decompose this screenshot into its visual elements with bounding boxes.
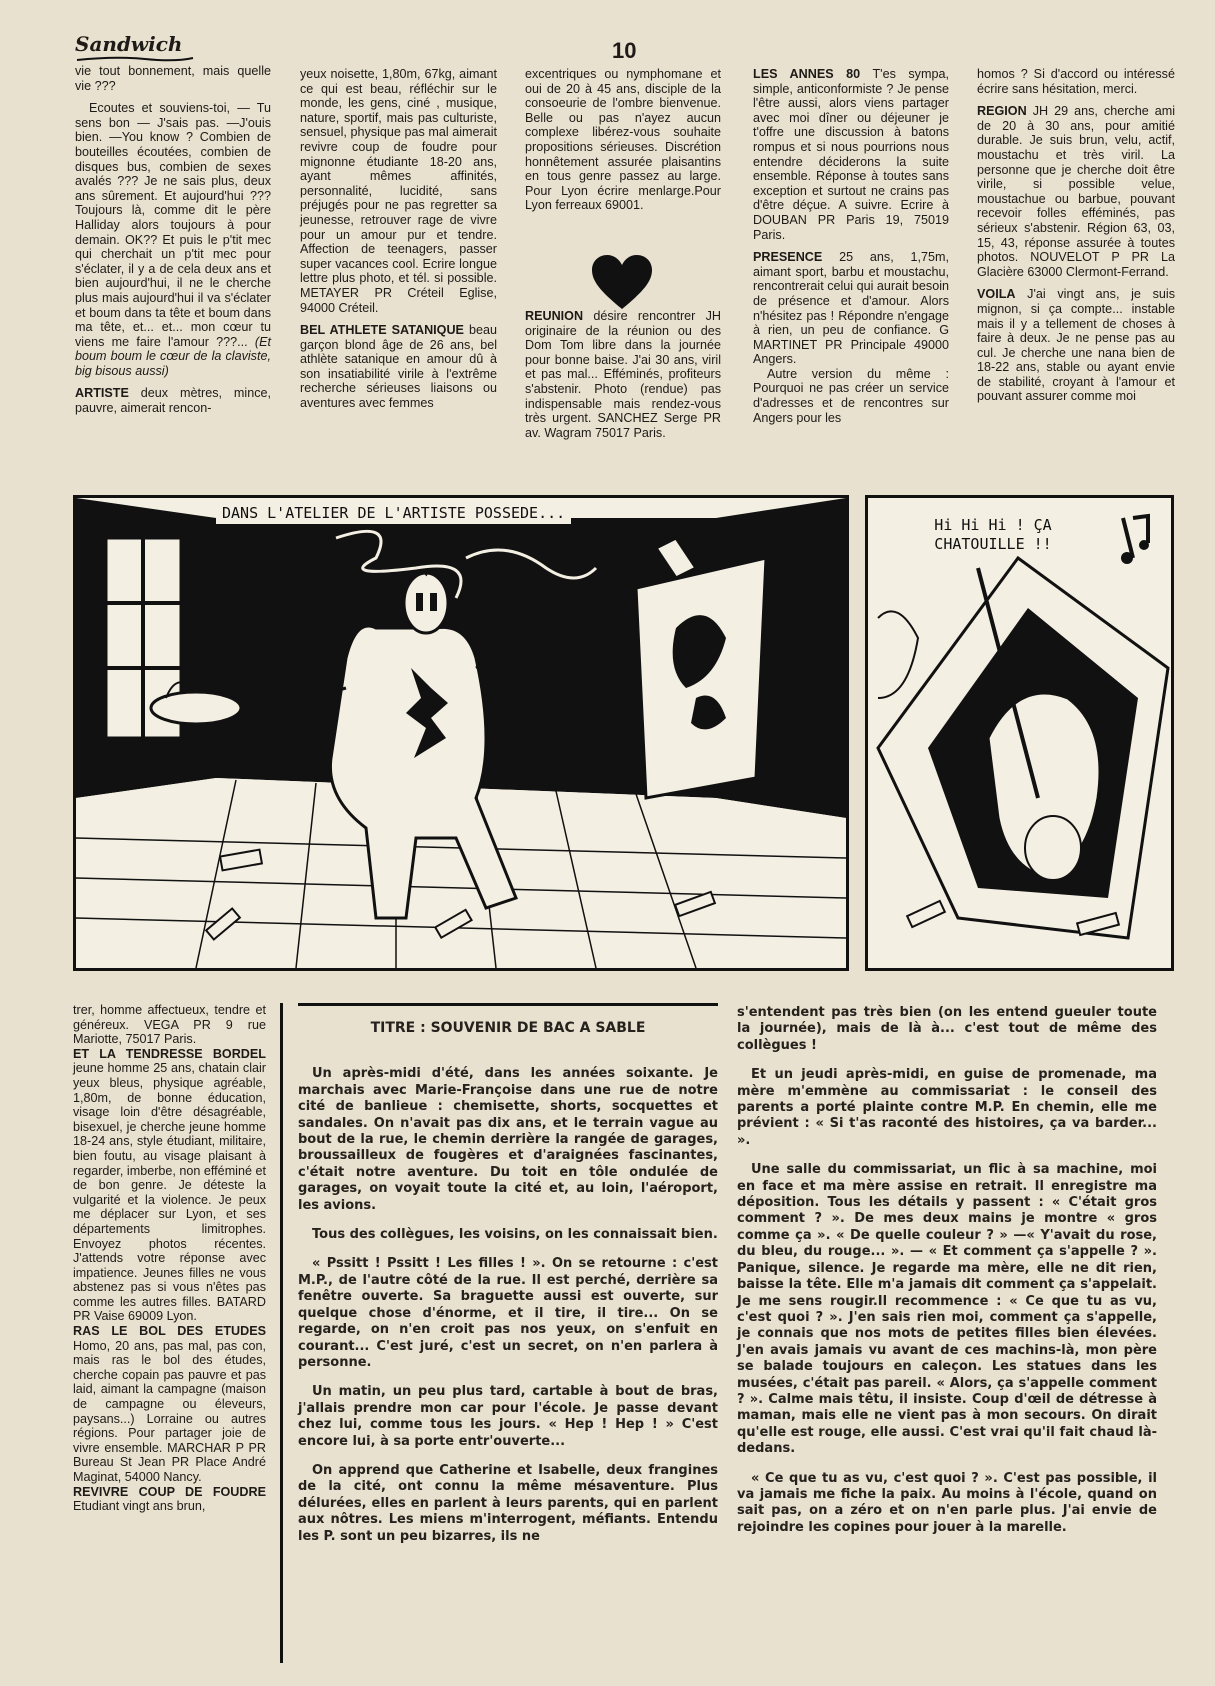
text	[75, 101, 271, 378]
text: Etudiant vingt ans brun,	[73, 1499, 206, 1514]
ad-heading: RAS LE BOL DES ETUDES	[73, 1324, 266, 1339]
ad-heading: VOILA	[977, 287, 1016, 302]
ad-heading: REGION	[977, 104, 1027, 119]
story-title: TITRE : SOUVENIR DE BAC A SABLE	[370, 1020, 646, 1036]
story-column-2	[737, 1005, 1157, 1549]
text: vie tout bonnement, mais quelle vie ???	[75, 64, 271, 93]
text: 25 ans, 1,75m, aimant sport, barbu et moustachu, rencontrerait celui qui aurait besoin de présence et d'amour. Alors n'hésitez pas ! Répondre n'engage à rien, un peu de confiance. G MARTINET PR Principale 49000 Angers.	[753, 250, 950, 367]
ad-reunion	[525, 309, 721, 440]
text: Autre version du même : Pourquoi ne pas créer un service d'adresses et de rencontres sur Angers pour les	[753, 366, 949, 425]
story-paragraph: Une salle du commissariat, un flic à sa machine, moi en face et ma mère assise en retrait. Il enregistre ma déposition. Tous les détails y passent : « C'était gros comment ? ». De mes deux mains je montre « gros comme ça ». « De quelle couleur ? » —« Y'avait du rose, du bleu, du rouge... ». — « Et comment ça s'appelle ? ». Panique, silence. Je regarde ma mère, elle ne dit rien, baisse la tête. Elle m'a jamais dit comment ça s'appelait. Je me sens rougir.Il recommence : « Ce que tu as vu, c'est quoi ? ». J'en sais rien moi, comment ça s'appelle, je connais que nos mots de petites filles bien élevées. J'en avais jamais vu avant de ces machins-là, mon père se balade toujours en caleçon. Les statues dans les musées, c'était pas pareil. « Alors, ça s'appelle comment ? ». Calme mais têtu, il insiste. Coup d'œil de détresse à maman, mais elle ne vient pas à mon secours. On dirait qu'elle est rouge, elle aussi. C'est vrai qu'il fait chaud là-dedans.	[737, 1162, 1157, 1457]
ad-voila	[977, 287, 1175, 404]
comic-painting-illustration	[868, 498, 1171, 968]
speech-balloon	[908, 516, 1078, 554]
story-paragraph: « Pssitt ! Pssitt ! Les filles ! ». On se retourne : c'est M.P., de l'autre côté de la rue. Il est perché, derrière sa fenêtre ouverte. Sa braguette aussi est ouverte, sur quelque chose d'énorme, et il tire, il tire... On se regarde, on n'en croit pas nos yeux, on s'enfuit en courant... C'est juré, c'est un secret, on n'en parlera à personne.	[298, 1256, 718, 1370]
story-paragraph: Tous des collègues, les voisins, on les connaissait bien.	[312, 1227, 718, 1243]
text: excentriques ou nymphomane et oui de 20 à 45 ans, disciple de la consoeurie de l'ombre bienvenue. Belle ou pas n'ayez aucun complexe libérez-vous souhaite propositions sérieuses. Discrétion honnêtement assurée plaisantins en tous genre passez au large. Pour Lyon écrire menlarge.Pour Lyon ferreaux 69001.	[525, 67, 721, 213]
story-paragraph: Un matin, un peu plus tard, cartable à bout de bras, j'allais prendre mon car pour l'école. Je passe devant chez lui, comme tous les jours. « Hep ! Hep ! » C'est encore lui, à sa porte entr'ouverte...	[298, 1384, 718, 1449]
ad-column-5	[977, 67, 1175, 404]
ad-athlete	[300, 323, 497, 411]
story-paragraph: Un après-midi d'été, dans les années soixante. Je marchais avec Marie-Françoise dans une rue de notre cité de banlieue : chemisette, shorts, socquettes et sandales. On n'avait pas dix ans, et le terrain vague au bout de la rue, le chemin derrière la rangée de garages, broussailleux de fougères et d'araignées fascinantes, c'était notre aventure. Du toit en tôle ondulée de garages, on voyait toute la cité et, au loin, l'aéroport, les avions.	[298, 1066, 718, 1213]
ad-heading: LES ANNES 80	[753, 67, 861, 81]
text: yeux noisette, 1,80m, 67kg, aimant ce qui est beau, réfléchir sur le monde, les gens, ciné , musique, nature, sportif, mais pas culturiste, sensuel, physique pas mal aimerait revivre coup de foudre pour mignonne étudiante 18-20 ans, ayant mêmes affinités, personnalité, lucidité, sans préjugés pour ne pas regretter sa jeunesse, retrouver rage de vivre pour un amour pur et tendre. Affection de teenagers, passer super vacances cool. Ecrire longue lettre plus photo, et tél. si possible. METAYER PR Créteil Eglise, 94000 Créteil.	[300, 67, 497, 315]
ad-heading: ARTISTE	[75, 386, 129, 401]
speech-text: Hi Hi Hi ! ÇA	[934, 516, 1052, 534]
ad-heading: REUNION	[525, 308, 584, 323]
text: jeune homme 25 ans, chatain clair yeux bleus, physique agréable, 1,80m, de bonne éducation, visage loin d'être désagréable, bisexuel, je cherche jeune homme 18-24 ans, style étudiant, militaire, bien foutu, au visage plaisant à regarder, imberbe, non efféminé et de bon genre. Je déteste la vulgarité et la violence. Je peux me déplacer sur Lyon, et ses départements limitrophes. Envoyez photos récentes. J'attends votre réponse avec impatience. Jeunes filles ne vous abstenez pas si vous n'êtes pas comme les autres filles. BATARD PR Vaise 69009 Lyon.	[73, 1061, 266, 1324]
text: homos ? Si d'accord ou intéressé écrire sans hésitation, merci.	[977, 67, 1175, 96]
ad-heading: ET LA TENDRESSE BORDEL	[73, 1046, 266, 1061]
text: J'ai vingt ans, je suis mignon, si ça compte... instable mais il y a tellement de choses à faire à deux. Je ne pense pas au cul. Je cherche une nana bien de 18-22 ans, stable ou ayant envie de stabilité, croyant à l'amour et pouvant assurer comme moi	[977, 287, 1175, 404]
logo-underline	[75, 54, 195, 64]
text: beau garçon blond âge de 26 ans, bel athlète satanique en amour dû à son insatiabilité virile à l'extrême recherche sérieuses liaisons ou aventures avec femmes	[300, 323, 497, 411]
section-logo	[75, 32, 182, 56]
text: T'es sympa, simple, anticonformiste ? Je pense l'être aussi, alors viens partager avec moi dîner ou déjeuner je t'offre une discussion à batons rompus et si nous pourrions nous entendre déciderons la suite ensemble. Réponse à toutes sans exception et surtout ne crains pas d'être déçue. A suivre. Ecrire à DOUBAN PR Paris 19, 75019 Paris.	[753, 67, 949, 242]
speech-text: CHATOUILLE !!	[934, 535, 1052, 553]
story-paragraph: On apprend que Catherine et Isabelle, deux frangines de la cité, ont connu la même mésaventure. Plus délurées, elles en parlent à leurs parents, qui en parlent aux nôtres. Les miens m'interrogent, méfiants. Entendu les P. sont un peu bizarres, ils ne	[298, 1462, 718, 1544]
ad-region	[977, 104, 1175, 279]
story-paragraph: Et un jeudi après-midi, en guise de promenade, ma mère m'emmène au commissariat : le conseil des parents a porté plainte contre M.P. En chemin, elle me prévient : « Si t'as raconté des histoires, ça va barder... ».	[737, 1067, 1157, 1148]
ad-column-2	[300, 67, 497, 411]
text: JH 29 ans, cherche ami de 20 à 30 ans, pour amitié durable. Je suis brun, velu, actif, moustachu et très viril. La personne que je cherche doit être virile, si possible velue, moustachue ou barbue, pouvant recevoir folles efféminés, pas sérieux s'abstenir. Région 63, 03, 15, 43, réponse assurée à toutes photos. NOUVELOT P PR La Glacière 63000 Clermont-Ferrand.	[977, 104, 1176, 279]
ad-column-1	[75, 64, 271, 416]
ad-tendresse	[73, 1047, 266, 1324]
ad-revivre	[73, 1485, 266, 1514]
text: deux mètres, mince, pauvre, aimerait rencon-	[75, 386, 272, 416]
story-paragraph: « Ce que tu as vu, c'est quoi ? ». C'est pas possible, il va jamais me fiche la paix. Au moins à l'école, quand on sait pas, on a zéro et on n'en parle plus. J'ai envie de rejoindre les copines pour jouer à la marelle.	[737, 1470, 1157, 1535]
ad-heading: BEL ATHLETE SATANIQUE	[300, 323, 464, 338]
ad-annees	[753, 67, 949, 242]
heart-icon	[590, 253, 654, 311]
ad-heading: PRESENCE	[753, 250, 823, 265]
page-number: 10	[612, 38, 637, 63]
ad-column-lower	[73, 1003, 266, 1514]
comic-caption: DANS L'ATELIER DE L'ARTISTE POSSEDE...	[216, 502, 571, 524]
story-paragraph: s'entendent pas très bien (on les entend gueuler toute la journée), mais de là à... c'est tout de même des collègues !	[737, 1005, 1157, 1053]
text: Ecoutes et souviens-toi, — Tu sens bon — J'sais pas. —J'ouis bien. —You know ? Combien de bouteilles écoutées, combien de disques bus, combien de sexes avalés ??? Je ne sais plus, deux ans sûrement. Et aujourd'hui ??? Toujours là, comme dit le père Halliday alors toujours à pour demain. OK?? Et puis le p'tit mec qui cherchait un p'tit mec pour s'éclater, il y a de cela deux ans et bien aujourd'hui, il ne le cherche plus mais aujourd'hui il va s'éclater et boum dans ta tête et boum dans ma tête, et... et... mon cœur tu viens me faire l'amour ???...	[75, 101, 271, 349]
ad-presence	[753, 250, 949, 367]
ad-heading: REVIVRE COUP DE FOUDRE	[73, 1484, 266, 1499]
ad-column-4	[753, 67, 949, 425]
comic-artist-illustration	[76, 498, 846, 968]
story-top-rule	[298, 1003, 718, 1006]
comic-panel-atelier	[73, 495, 849, 971]
ad-artiste	[75, 386, 271, 415]
text: désire rencontrer JH originaire de la réunion ou des Dom Tom libre dans la journée pour bonne baise. J'ai 30 ans, viril et pas mal... Efféminés, profiteurs s'abstenir. Photo (rendue) pas indispensable mais rendez-vous très urgent. SANCHEZ Serge PR av. Wagram 75017 Paris.	[525, 308, 721, 440]
section-title: Sandwich	[75, 32, 183, 56]
claviste-note: (Et boum boum le cœur de la claviste, big bisous aussi)	[75, 334, 271, 378]
ad-ras-le-bol	[73, 1324, 266, 1485]
text: Homo, 20 ans, pas mal, pas con, mais ras le bol des études, cherche copain pas pauvre et pas laid, aimant la campagne (maison de campagne ou éleveurs, paysans...) Lorraine ou autres régions. Pour partager joie de vivre ensemble. MARCHAR P PR Bureau St Jean PR Place André Maginat, 54000 Nancy.	[73, 1338, 266, 1484]
story-column-1	[298, 1020, 718, 1558]
comic-panel-chatouille	[865, 495, 1174, 971]
column-divider	[280, 1003, 283, 1663]
text: trer, homme affectueux, tendre et généreux. VEGA PR 9 rue Mariotte, 75017 Paris.	[73, 1003, 266, 1047]
